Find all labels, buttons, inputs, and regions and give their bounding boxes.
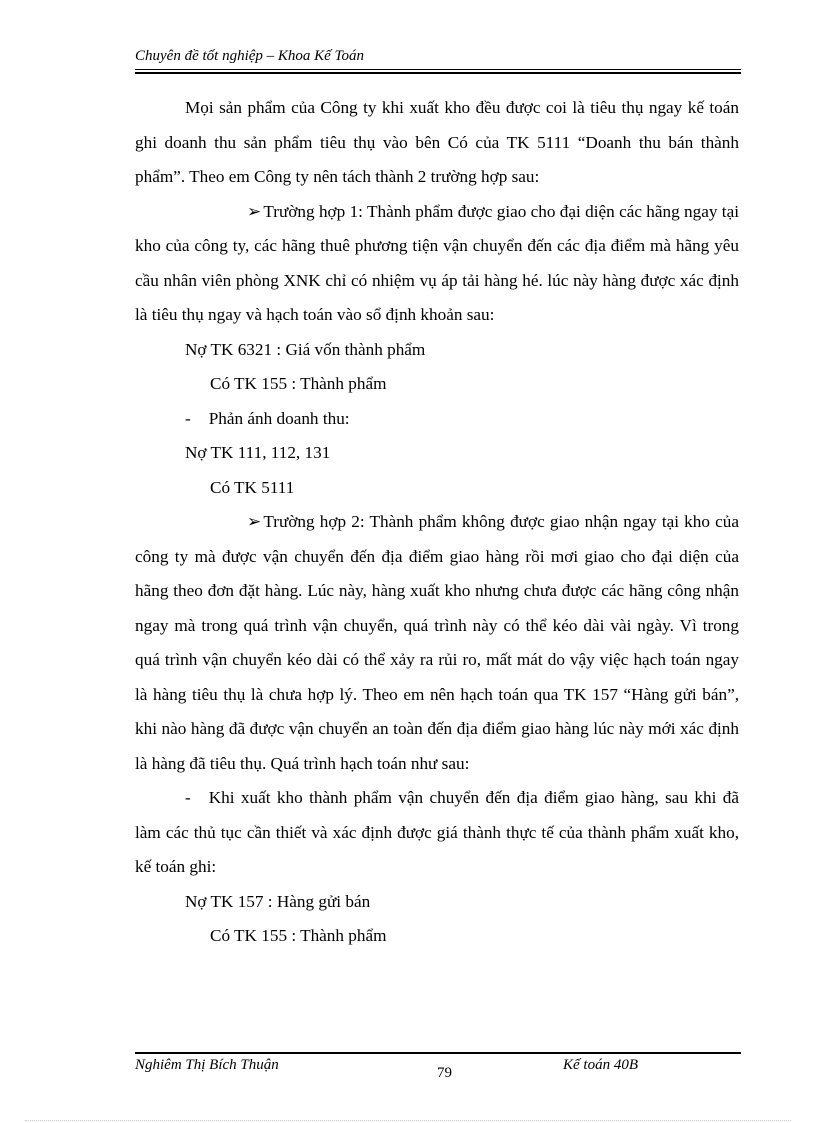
page-edge-divider xyxy=(25,1120,791,1121)
entry-1-credit: Có TK 155 : Thành phẩm xyxy=(210,374,387,393)
footer-rule xyxy=(135,1052,741,1054)
page-body xyxy=(135,91,739,954)
header-rule-thin xyxy=(135,69,741,70)
step-paragraph xyxy=(135,781,739,885)
entry-3-debit: Nợ TK 157 : Hàng gửi bán xyxy=(185,891,371,911)
footer-author: Nghiêm Thị Bích Thuận xyxy=(135,1057,279,1073)
entry-2-credit: Có TK 5111 xyxy=(210,477,295,497)
entry-2-debit: Nợ TK 111, 112, 131 xyxy=(185,443,331,462)
arrow-bullet-icon: ➢ xyxy=(247,512,262,531)
entry-1-debit: Nợ TK 6321 : Giá vốn thành phẩm xyxy=(185,339,426,359)
intro-paragraph: Mọi sản phẩm của Công ty khi xuất kho đều được coi là tiêu thụ ngay kế toán ghi doanh thu sản phẩm tiêu thụ vào bên Có của TK 5111 “Doanh thu bán thành phẩm”. Theo em Công ty nên tách thành 2 trường hợp sau: xyxy=(135,98,739,186)
revenue-label: Phản ánh doanh thu: xyxy=(208,408,350,428)
header-rule-thick xyxy=(135,72,741,74)
case-1-text: Trường hợp 1: Thành phẩm được giao cho đại diện các hãng ngay tại kho của công ty, các hãng thuê phương tiện vận chuyển đến các địa điểm mà hãng yêu cầu nhân viên phòng XNK chỉ có nhiệm vụ áp tải hàng hé. lúc này hàng được xác định là tiêu thụ ngay và hạch toán vào sổ định khoản sau: xyxy=(135,201,739,324)
dash-bullet: - xyxy=(185,788,191,807)
case-1-paragraph xyxy=(135,195,739,333)
revenue-item xyxy=(135,402,739,437)
running-header: Chuyên đề tốt nghiệp – Khoa Kế Toán xyxy=(135,48,365,64)
case-2-text: Trường hợp 2: Thành phẩm không được giao nhận ngay tại kho của công ty mà được vận chuyển đến địa điểm giao hàng rồi mơi giao cho đại diện của hãng theo đơn đặt hàng. Lúc này, hàng xuất kho nhưng chưa được các hãng công nhận ngay mà trong quá trình vận chuyển, quá trình này có thể kéo dài vài ngày. Vì trong quá trình vận chuyển kéo dài có thể xảy ra rủi ro, mất mát do vậy việc hạch toán ngay là hàng tiêu thụ là chưa hợp lý. Theo em nên hạch toán qua TK 157 “Hàng gửi bán”, khi nào hàng đã được vận chuyển an toàn đến địa điểm giao hàng lúc này mới xác định là hàng đã tiêu thụ. Quá trình hạch toán như sau: xyxy=(135,512,739,773)
case-2-paragraph xyxy=(135,505,739,781)
arrow-bullet-icon: ➢ xyxy=(247,201,262,221)
footer-class: Kế toán 40B xyxy=(563,1057,638,1073)
dash-bullet: - xyxy=(185,408,191,428)
page-number: 79 xyxy=(437,1065,452,1081)
step-text: Khi xuất kho thành phẩm vận chuyển đến địa điểm giao hàng, sau khi đã làm các thủ tục cần thiết và xác định được giá thành thực tế của thành phẩm xuất kho, kế toán ghi: xyxy=(135,788,739,876)
entry-3-credit: Có TK 155 : Thành phẩm xyxy=(210,926,387,945)
